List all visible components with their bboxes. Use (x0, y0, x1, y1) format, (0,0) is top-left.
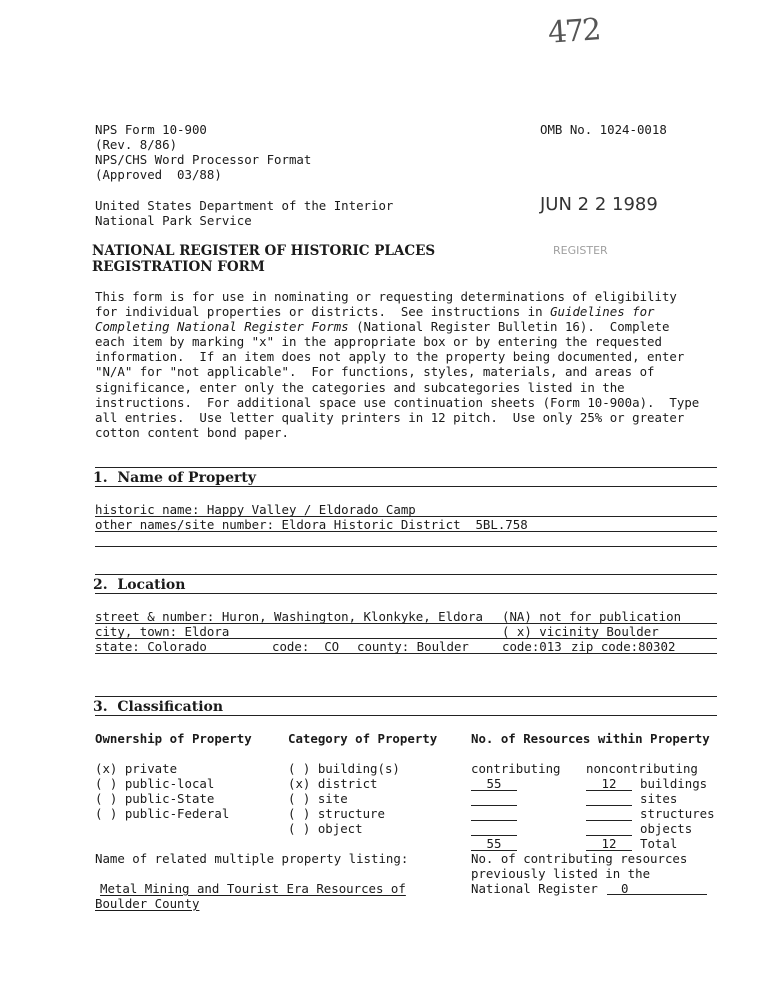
previously-listed-count: 0 (607, 881, 707, 895)
instructions-line: each item by marking "x" in the appropriate box or by entering the requested (95, 334, 662, 350)
agency-line-2: National Park Service (95, 213, 252, 228)
instructions-paragraph (95, 289, 735, 440)
form-format: NPS/CHS Word Processor Format (95, 152, 312, 167)
contributing-total: 55 (471, 836, 517, 851)
related-listing-label: Name of related multiple property listing: (95, 851, 409, 866)
other-names: other names/site number: Eldora Historic District 5BL.758 (95, 517, 528, 532)
not-for-publication: (NA) not for publication (502, 609, 682, 624)
instructions-line: instructions. For additional space use continuation sheets (Form 10-900a). Type (95, 394, 700, 410)
instructions-line: This form is for use in nominating or requesting determinations of eligibility (95, 289, 677, 304)
section-rule (95, 574, 717, 575)
noncontributing-total: 12 (586, 836, 632, 851)
form-title-line-1: NATIONAL REGISTER OF HISTORIC PLACES (92, 243, 436, 259)
contributing-count (471, 821, 517, 836)
county: county: Boulder (357, 639, 469, 654)
section-rule (95, 696, 717, 697)
contributing-label: contributing (471, 761, 561, 776)
contributing-count (471, 791, 517, 806)
section-1-title: 1. Name of Property (93, 470, 256, 486)
ownership-option: ( ) public-Federal (95, 806, 230, 821)
handwritten-number: 472 (546, 12, 601, 51)
noncontributing-count: 12 (586, 776, 632, 791)
previously-listed-line: No. of contributing resources (471, 851, 688, 866)
previously-listed-line: National Register (471, 881, 598, 896)
instructions-text: for individual properties or districts. See instructions in (95, 304, 551, 320)
state-code: code: CO (272, 639, 340, 654)
section-rule (95, 467, 717, 468)
category-header: Category of Property (288, 731, 438, 746)
noncontributing-count (586, 806, 632, 821)
guidelines-title-italic: Completing National Register Forms (95, 319, 349, 335)
category-option: (x) district (288, 776, 378, 791)
instructions-line (95, 319, 735, 334)
section-2-title: 2. Location (93, 577, 186, 593)
instructions-line (95, 304, 735, 319)
category-option: ( ) object (288, 821, 363, 836)
category-option: ( ) site (288, 791, 348, 806)
form-revision: (Rev. 8/86) (95, 137, 178, 152)
instructions-line: all entries. Use letter quality printers in 12 pitch. Use only 25% or greater (95, 409, 685, 425)
state: state: Colorado (95, 639, 207, 654)
agency-line-1: United States Department of the Interior (95, 198, 394, 213)
noncontributing-count (586, 791, 632, 806)
instructions-line: significance, enter only the categories and subcategories listed in the (95, 379, 625, 395)
vicinity: ( x) vicinity Boulder (502, 624, 659, 639)
resource-type-label: structures (640, 806, 715, 821)
date-stamp: JUN 2 2 1989 (540, 194, 658, 215)
ownership-option: ( ) public-local (95, 776, 215, 791)
resource-total-label: Total (640, 836, 678, 851)
form-number: NPS Form 10-900 (95, 122, 207, 137)
city-town: city, town: Eldora (95, 624, 230, 639)
instructions-line: "N/A" for "not applicable". For functions, styles, materials, and areas of (95, 364, 655, 380)
section-rule (95, 715, 717, 716)
noncontributing-count (586, 821, 632, 836)
section-3-title: 3. Classification (93, 699, 224, 715)
section-rule (95, 486, 717, 487)
instructions-line: information. If an item does not apply to the property being documented, enter (95, 349, 685, 365)
related-listing-name: Metal Mining and Tourist Era Resources of (100, 881, 406, 896)
resource-type-label: buildings (640, 776, 708, 791)
previously-listed-line: previously listed in the (471, 866, 651, 881)
instructions-line: cotton content bond paper. (95, 424, 289, 440)
county-code: code:013 (502, 639, 562, 654)
ownership-option: ( ) public-State (95, 791, 215, 806)
zip-code: zip code:80302 (571, 639, 676, 654)
section-rule (95, 593, 717, 594)
resources-header: No. of Resources within Property (471, 731, 710, 746)
field-rule (95, 653, 717, 654)
ownership-header: Ownership of Property (95, 731, 252, 746)
instructions-text: (National Register Bulletin 16). Complete (348, 319, 670, 335)
ownership-option: (x) private (95, 761, 178, 776)
resource-type-label: sites (640, 791, 678, 806)
contributing-count: 55 (471, 776, 517, 791)
noncontributing-label: noncontributing (586, 761, 698, 776)
category-option: ( ) structure (288, 806, 385, 821)
resource-type-label: objects (640, 821, 693, 836)
guidelines-title-italic: Guidelines for (550, 304, 655, 320)
street-number: street & number: Huron, Washington, Klonkyke, Eldora (95, 609, 483, 624)
field-rule (95, 531, 717, 532)
form-approved: (Approved 03/88) (95, 167, 222, 182)
register-stamp: REGISTER (553, 244, 608, 257)
contributing-count (471, 806, 517, 821)
omb-number: OMB No. 1024-0018 (540, 122, 667, 137)
related-listing-name-cont: Boulder County (95, 896, 200, 911)
category-option: ( ) building(s) (288, 761, 400, 776)
field-rule (95, 546, 717, 547)
historic-name: historic name: Happy Valley / Eldorado Camp (95, 502, 416, 517)
form-title-line-2: REGISTRATION FORM (92, 259, 265, 275)
